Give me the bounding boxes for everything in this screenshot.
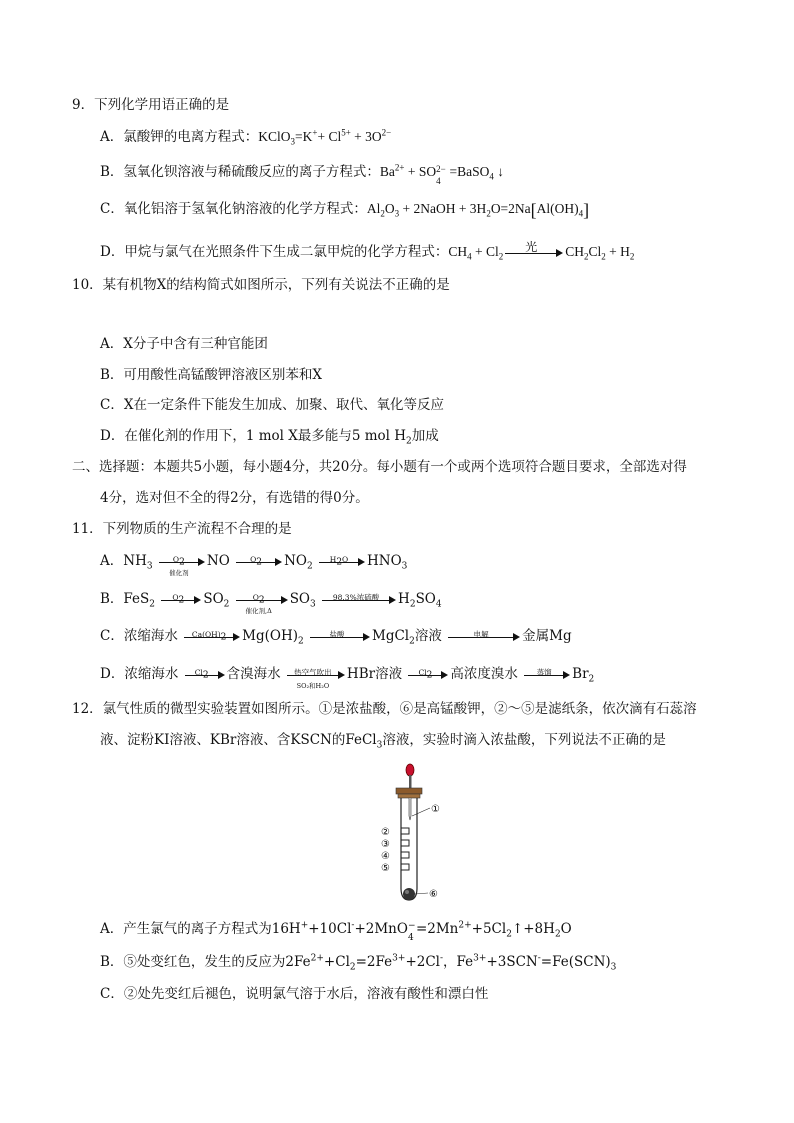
microscale-apparatus-figure — [368, 760, 458, 910]
q12-option-c: C．②处先变红后褪色，说明氯气溶于水后，溶液有酸性和漂白性 — [100, 986, 489, 1002]
q10-stem: 10．某有机物X的结构简式如图所示，下列有关说法不正确的是 — [72, 277, 450, 293]
flow-arrow: $O_2$ 催化剂 — [159, 554, 205, 570]
label-2: ② — [381, 827, 390, 838]
flow-arrow: $Cl_2$ — [408, 667, 448, 683]
flow-arrow: $O_2$ — [161, 592, 201, 608]
q11-option-c: C．浓缩海水 $Ca(OH)_2$ $Mg(OH)_2$ 盐酸 MgCl$_2$溶液 电解 金属Mg — [100, 628, 572, 647]
q9-option-c: C．氧化铝溶于氢氧化钠溶液的化学方程式：$Al_2O_3$ + 2NaOH + $3H_2O=2Na[Al(OH)_4]$ — [100, 199, 590, 220]
light-arrow: 光 — [505, 245, 563, 261]
q12-option-a: A．产生氯气的离子方程式为16H++10Cl-+2MnO − 4 $=2Mn^{2+}+5Cl_2↑+8H_2O$ — [100, 920, 572, 943]
section-header: 二、选择题：本题共5小题，每小题4分，共20分。每小题有一个或两个选项符合题目要求，全部选对得 — [72, 459, 687, 475]
q10-option-c: C．X在一定条件下能发生加成、加聚、取代、氧化等反应 — [100, 397, 444, 413]
q10-option-b: B．可用酸性高锰酸钾溶液区别苯和X — [100, 367, 323, 383]
flow-arrow: 电解 — [448, 629, 520, 645]
q11-option-d: D．浓缩海水 $Cl_2$ 含溴海水 热空气吹出 SO₂和H₂O HBr溶液 $Cl_2$ 高浓度溴水 蒸馏 $Br_2$ — [100, 666, 595, 690]
flow-arrow: $O_2$ — [236, 554, 282, 570]
q11-stem: 11．下列物质的生产流程不合理的是 — [72, 521, 292, 537]
flow-arrow: $O_2$ 催化剂,Δ — [236, 592, 288, 608]
q9-option-a: A．氯酸钾的电离方程式：KClO$_3$=K++ $Cl^{5+} + 3O^{2-}$ — [100, 127, 392, 147]
flow-arrow: $H_2O$ — [319, 554, 365, 570]
q12-stem: 12．氯气性质的微型实验装置如图所示。①是浓盐酸，⑥是高锰酸钾，②～⑤是滤纸条，依次滴有石蕊溶 — [72, 701, 697, 717]
q9-option-d: D．甲烷与氯气在光照条件下生成二氯甲烷的化学方程式：$CH_4 + Cl_2$ 光 $CH_2Cl_2 + H_2$ — [100, 239, 635, 262]
q10-option-d: D．在催化剂的作用下，1 mol X最多能与5 mol $H_2$加成 — [100, 428, 439, 447]
flow-arrow: 盐酸 — [310, 629, 370, 645]
flow-arrow: 蒸馏 — [524, 667, 570, 683]
q12-stem-cont: 液、淀粉KI溶液、KBr溶液、含KSCN的FeCl$_3$溶液，实验时滴入浓盐酸，下列说法不正确的是 — [100, 732, 666, 751]
flow-arrow: 98.3%浓硫酸 — [322, 592, 396, 608]
label-5: ⑤ — [381, 863, 390, 874]
section-header-cont: 4分，选对但不全的得2分，有选错的得0分。 — [100, 490, 369, 506]
flow-arrow: $Ca(OH)_2$ — [184, 629, 240, 645]
q10-option-a: A．X分子中含有三种官能团 — [100, 336, 268, 352]
q11-option-a: A．$NH_3$ $O_2$ 催化剂 NO $O_2$ $NO_2$ $H_2O$ $HNO_3$ — [100, 553, 408, 577]
q12-option-b: B．⑤处变红色，发生的反应为$2Fe^{2+}+Cl_2=2Fe^{3+}+2Cl^-$，$Fe^{3+}+3SCN^-=Fe(SCN)_3$ — [100, 953, 617, 973]
flow-arrow: 热空气吹出 SO₂和H₂O — [287, 667, 345, 683]
flow-arrow: $Cl_2$ — [185, 667, 225, 683]
q9-option-b: B．氢氧化钡溶液与稀硫酸反应的离子方程式：$Ba^{2+}$ + SO 2− 4 =BaSO$_4$ ↓ — [100, 162, 504, 186]
label-1: ① — [431, 804, 440, 815]
q9-stem: 9．下列化学用语正确的是 — [72, 97, 230, 113]
label-4: ④ — [381, 851, 390, 862]
q11-option-b: B．FeS$_2$ $O_2$ $SO_2$ $O_2$ 催化剂,Δ $SO_3$ 98.3%浓硫酸 $H_2SO_4$ — [100, 591, 442, 615]
label-6: ⑥ — [429, 889, 438, 900]
label-3: ③ — [381, 839, 390, 850]
